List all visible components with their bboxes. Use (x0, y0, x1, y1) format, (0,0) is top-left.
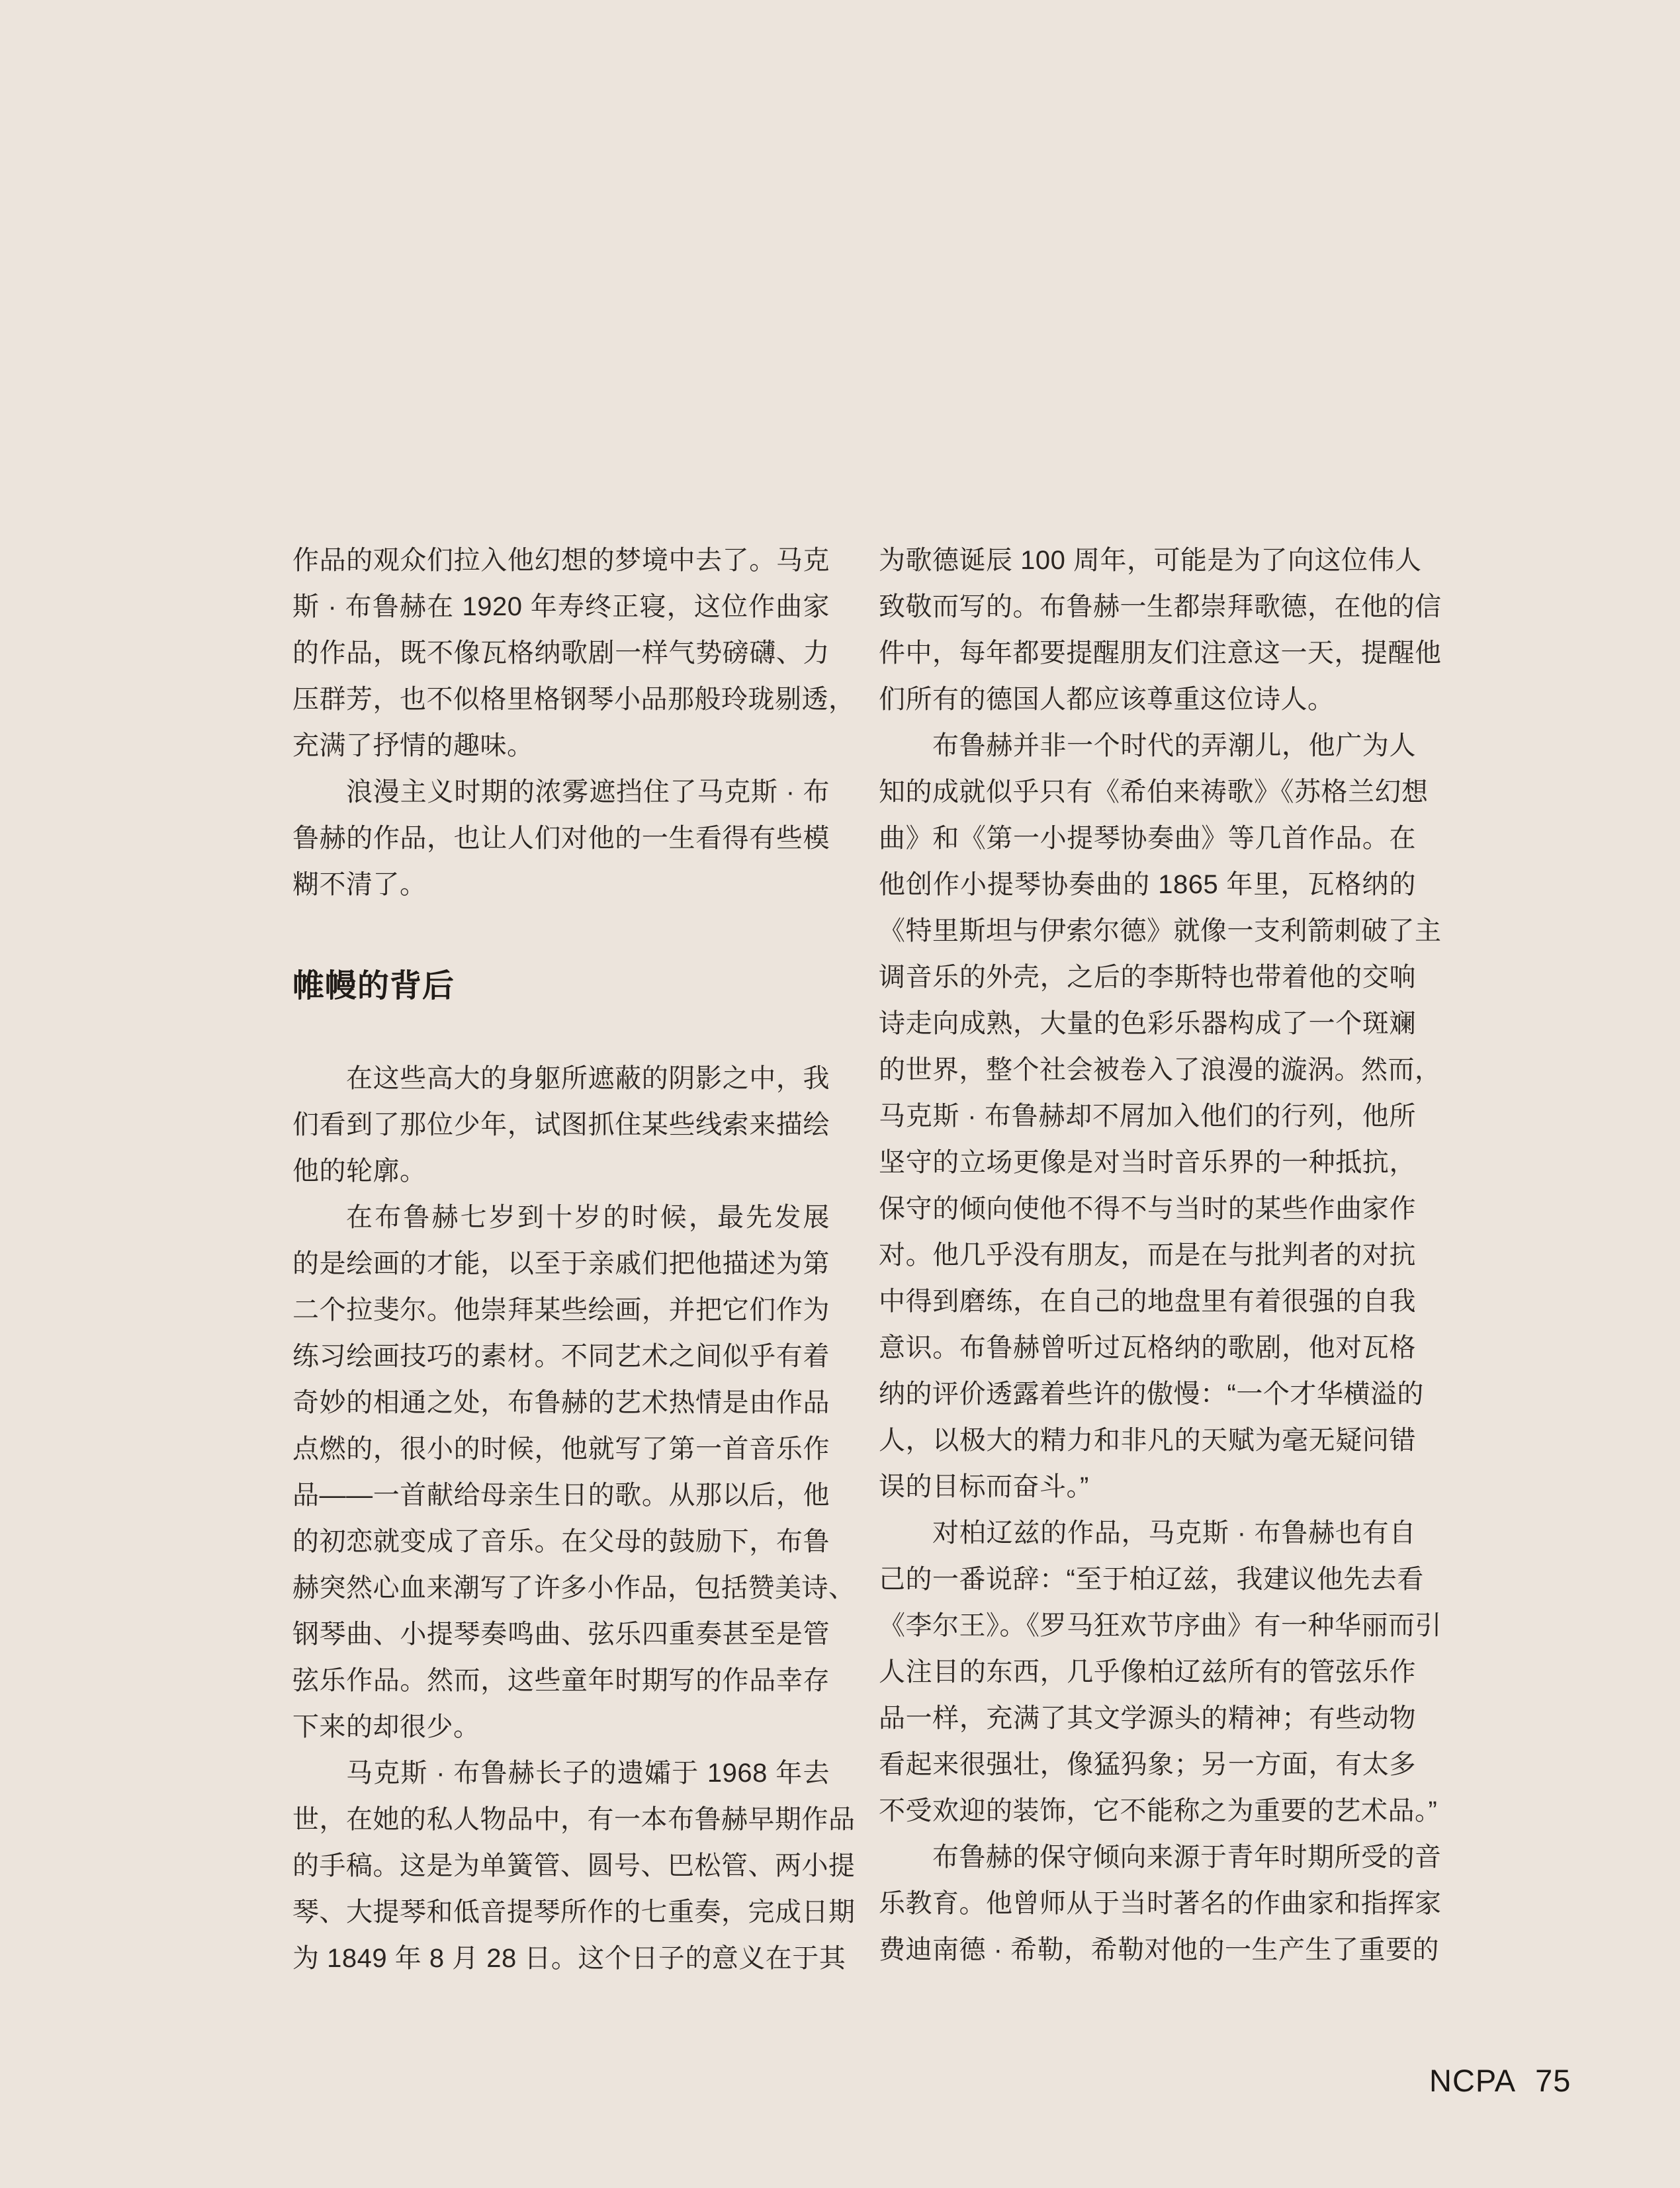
text-line: 品——一首献给母亲生日的歌。从那以后，他 (292, 1481, 830, 1510)
footer-brand: NCPA (1429, 2063, 1517, 2098)
text-line: 琴、大提琴和低音提琴所作的七重奏，完成日期 (292, 1898, 856, 1927)
text-line: 看起来很强壮，像猛犸象；另一方面，有太多 (879, 1750, 1416, 1779)
text-line: 在这些高大的身躯所遮蔽的阴影之中，我 (346, 1064, 830, 1093)
text-line: 下来的却很少。 (292, 1712, 480, 1741)
text-line: 马克斯 · 布鲁赫长子的遗孀于 1968 年去 (346, 1759, 830, 1788)
text-line: 费迪南德 · 希勒，希勒对他的一生产生了重要的 (879, 1935, 1440, 1964)
text-line: 误的目标而奋斗。” (879, 1472, 1089, 1501)
text-line: 作品的观众们拉入他幻想的梦境中去了。马克 (292, 546, 830, 575)
text-line: 己的一番说辞：“至于柏辽兹，我建议他先去看 (879, 1565, 1424, 1594)
article-column-left (292, 537, 856, 1982)
text-line: 马克斯 · 布鲁赫却不屑加入他们的行列，他所 (879, 1102, 1416, 1131)
article-column-right (879, 537, 1442, 1973)
text-line: 件中，每年都要提醒朋友们注意这一天，提醒他 (879, 638, 1442, 668)
text-line: 坚守的立场更像是对当时音乐界的一种抵抗， (879, 1148, 1416, 1177)
text-line: 知的成就似乎只有《希伯来祷歌》《苏格兰幻想 (879, 777, 1429, 807)
text-line: 人，以极大的精力和非凡的天赋为毫无疑问错 (879, 1426, 1416, 1455)
text-line: 中得到磨练，在自己的地盘里有着很强的自我 (879, 1287, 1416, 1316)
text-line: 诗走向成熟，大量的色彩乐器构成了一个斑斓 (879, 1009, 1416, 1038)
text-line: 曲》和《第一小提琴协奏曲》等几首作品。在 (879, 824, 1416, 853)
text-line: 他创作小提琴协奏曲的 1865 年里，瓦格纳的 (879, 870, 1416, 899)
text-line: 的手稿。这是为单簧管、圆号、巴松管、两小提 (292, 1851, 856, 1880)
section-heading: 帷幔的背后 (292, 969, 455, 1004)
text-line: 《李尔王》。《罗马狂欢节序曲》有一种华丽而引 (879, 1611, 1442, 1640)
text-line: 为歌德诞辰 100 周年，可能是为了向这位伟人 (879, 546, 1422, 575)
text-line: 对柏辽兹的作品，马克斯 · 布鲁赫也有自 (932, 1518, 1416, 1548)
text-line: 不受欢迎的装饰，它不能称之为重要的艺术品。” (879, 1796, 1438, 1825)
footer-page-number: 75 (1535, 2063, 1571, 2098)
text-line: 糊不清了。 (292, 870, 427, 899)
text-line: 《特里斯坦与伊索尔德》就像一支利箭刺破了主 (879, 916, 1442, 945)
text-line: 压群芳，也不似格里格钢琴小品那般玲珑剔透， (292, 685, 856, 714)
text-line: 鲁赫的作品，也让人们对他的一生看得有些模 (292, 824, 830, 853)
text-line: 充满了抒情的趣味。 (292, 731, 534, 760)
text-line: 致敬而写的。布鲁赫一生都崇拜歌德，在他的信 (879, 592, 1442, 621)
text-line: 们看到了那位少年，试图抓住某些线索来描绘 (292, 1110, 830, 1139)
text-line: 为 1849 年 8 月 28 日。这个日子的意义在于其 (292, 1944, 846, 1973)
text-line: 对。他几乎没有朋友，而是在与批判者的对抗 (879, 1241, 1416, 1270)
text-line: 乐教育。他曾师从于当时著名的作曲家和指挥家 (879, 1889, 1442, 1918)
text-line: 弦乐作品。然而，这些童年时期写的作品幸存 (292, 1666, 830, 1695)
text-line: 的世界，整个社会被卷入了浪漫的漩涡。然而， (879, 1055, 1442, 1084)
text-line: 赫突然心血来潮写了许多小作品，包括赞美诗、 (292, 1573, 856, 1602)
text-line: 世，在她的私人物品中，有一本布鲁赫早期作品 (292, 1805, 856, 1834)
text-line: 保守的倾向使他不得不与当时的某些作曲家作 (879, 1194, 1416, 1223)
text-line: 的作品，既不像瓦格纳歌剧一样气势磅礴、力 (292, 638, 830, 668)
text-line: 人注目的东西，几乎像柏辽兹所有的管弦乐作 (879, 1657, 1416, 1686)
text-line: 品一样，充满了其文学源头的精神；有些动物 (879, 1704, 1416, 1733)
text-line: 纳的评价透露着些许的傲慢：“一个才华横溢的 (879, 1379, 1424, 1409)
text-line: 斯 · 布鲁赫在 1920 年寿终正寝，这位作曲家 (292, 592, 830, 621)
text-line: 调音乐的外壳，之后的李斯特也带着他的交响 (879, 963, 1416, 992)
text-line: 点燃的，很小的时候，他就写了第一首音乐作 (292, 1434, 830, 1464)
text-line: 钢琴曲、小提琴奏鸣曲、弦乐四重奏甚至是管 (292, 1620, 830, 1649)
text-line: 布鲁赫并非一个时代的弄潮儿，他广为人 (932, 731, 1416, 760)
text-line: 练习绘画技巧的素材。不同艺术之间似乎有着 (292, 1342, 830, 1371)
text-line: 的初恋就变成了音乐。在父母的鼓励下，布鲁 (292, 1527, 830, 1556)
text-line: 他的轮廓。 (292, 1157, 427, 1186)
text-line: 在布鲁赫七岁到十岁的时候，最先发展 (346, 1203, 830, 1232)
text-line: 们所有的德国人都应该尊重这位诗人。 (879, 685, 1335, 714)
text-line: 二个拉斐尔。他崇拜某些绘画，并把它们作为 (292, 1295, 830, 1325)
text-line: 的是绘画的才能，以至于亲戚们把他描述为第 (292, 1249, 830, 1278)
text-line: 浪漫主义时期的浓雾遮挡住了马克斯 · 布 (346, 777, 830, 807)
text-line: 布鲁赫的保守倾向来源于青年时期所受的音 (932, 1843, 1442, 1872)
text-line: 意识。布鲁赫曾听过瓦格纳的歌剧，他对瓦格 (879, 1333, 1416, 1362)
text-line: 奇妙的相通之处，布鲁赫的艺术热情是由作品 (292, 1388, 830, 1417)
page-footer (1429, 2065, 1571, 2096)
